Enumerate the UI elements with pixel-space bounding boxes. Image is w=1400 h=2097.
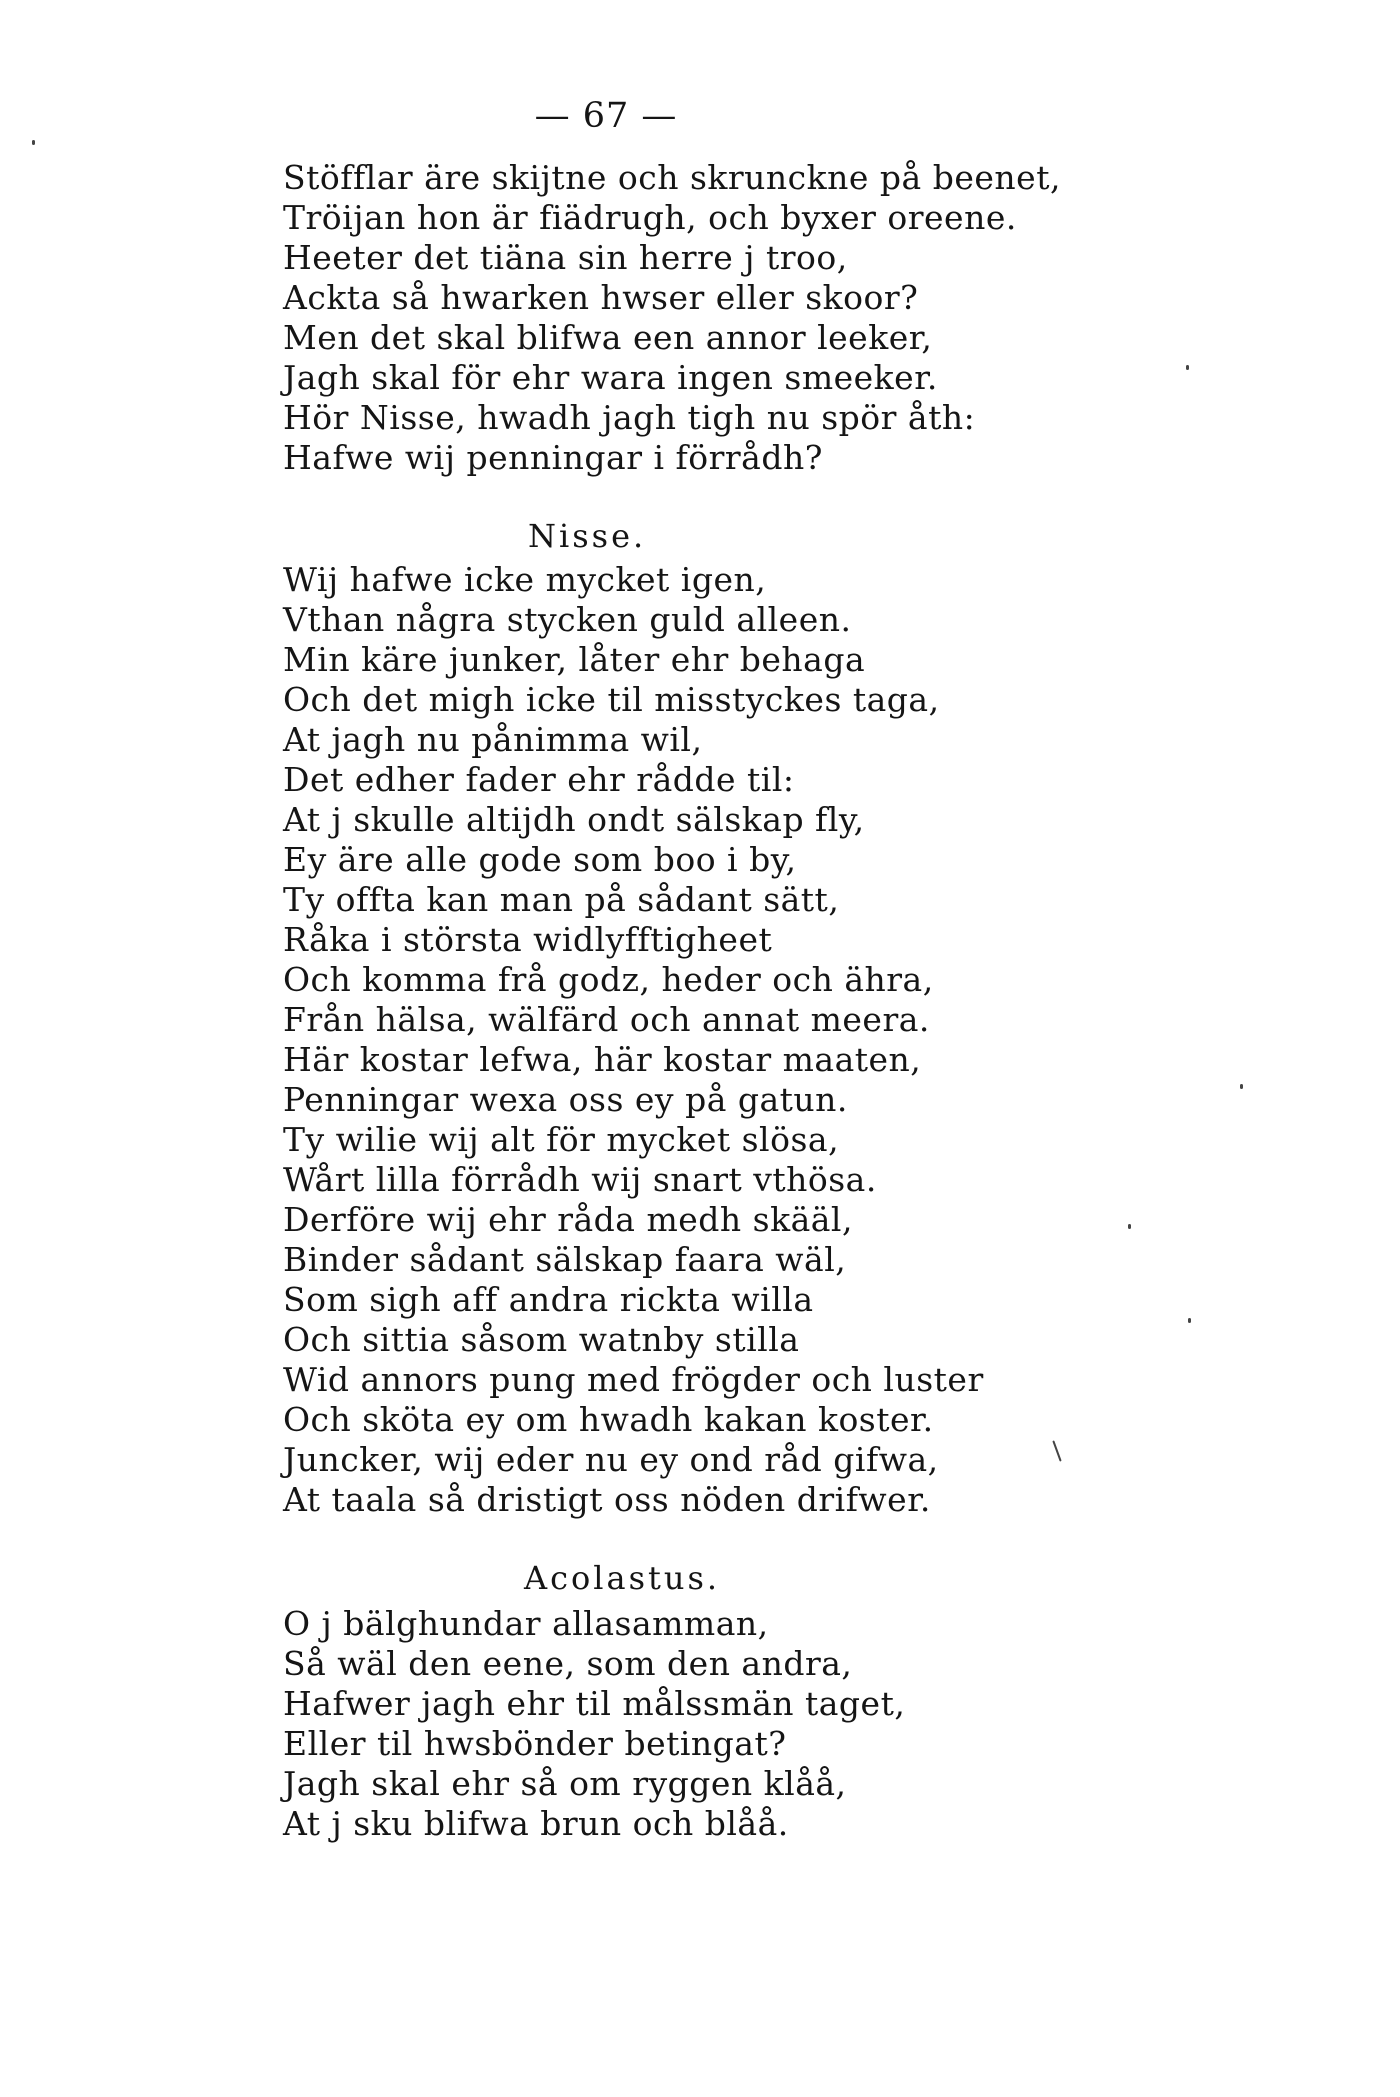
print-speck — [1128, 1224, 1131, 1229]
verse-line: O j bälghundar allasamman, — [283, 1604, 769, 1643]
verse-line: Ty offta kan man på sådant sätt, — [283, 880, 840, 919]
verse-line: Men det skal blifwa een annor leeker, — [283, 318, 933, 357]
verse-line: Och komma frå godz, heder och ähra, — [283, 960, 934, 999]
verse-line: Och sköta ey om hwadh kakan koster. — [283, 1400, 934, 1439]
verse-line: Stöfflar äre skijtne och skrunckne på beenet, — [283, 158, 1061, 197]
verse-line: Här kostar lefwa, här kostar maaten, — [283, 1040, 922, 1079]
verse-line: Heeter det tiäna sin herre j troo, — [283, 238, 848, 277]
verse-line: Jagh skal för ehr wara ingen smeeker. — [283, 358, 938, 397]
verse-line: Så wäl den eene, som den andra, — [283, 1644, 853, 1683]
speaker-heading-nisse: Nisse. — [528, 517, 647, 555]
verse-line: Jagh skal ehr så om ryggen klåå, — [283, 1764, 847, 1803]
print-speck — [32, 140, 35, 145]
verse-line: Hör Nisse, hwadh jagh tigh nu spör åth: — [283, 398, 976, 437]
verse-line: Binder sådant sälskap faara wäl, — [283, 1240, 847, 1279]
verse-line: Hafwe wij penningar i förrådh? — [283, 438, 823, 477]
verse-line: Tröijan hon är fiädrugh, och byxer oreene. — [283, 198, 1017, 237]
speaker-heading-acolastus: Acolastus. — [524, 1559, 721, 1597]
verse-line: At j skulle altijdh ondt sälskap fly, — [283, 800, 865, 839]
verse-line: Min käre junker, låter ehr behaga — [283, 640, 866, 679]
verse-line: Det edher fader ehr rådde til: — [283, 760, 795, 799]
verse-line: At j sku blifwa brun och blåå. — [283, 1804, 789, 1843]
verse-line: Ty wilie wij alt för mycket slösa, — [283, 1120, 840, 1159]
nisse-stanza — [283, 560, 1263, 1520]
verse-line: Som sigh aff andra rickta willa — [283, 1280, 814, 1319]
verse-line: At taala så dristigt oss nöden drifwer. — [283, 1480, 931, 1519]
verse-line: Wij hafwe icke mycket igen, — [283, 560, 767, 599]
verse-line: Vthan några stycken guld alleen. — [283, 600, 852, 639]
verse-line: Ey äre alle gode som boo i by, — [283, 840, 797, 879]
verse-line: Juncker, wij eder nu ey ond råd gifwa, — [283, 1440, 939, 1479]
print-speck — [1240, 1084, 1243, 1089]
verse-line: Och sittia såsom watnby stilla — [283, 1320, 800, 1359]
verse-line: Hafwer jagh ehr til målssmän taget, — [283, 1684, 906, 1723]
verse-line: Derföre wij ehr råda medh skääl, — [283, 1200, 853, 1239]
opening-stanza — [283, 158, 1263, 478]
verse-line: At jagh nu pånimma wil, — [283, 720, 703, 759]
verse-text — [283, 158, 1263, 1844]
verse-line: Wid annors pung med frögder och luster — [283, 1360, 984, 1399]
verse-line: Penningar wexa oss ey på gatun. — [283, 1080, 848, 1119]
verse-line: Eller til hwsbönder betingat? — [283, 1724, 787, 1763]
acolastus-stanza — [283, 1604, 1263, 1844]
page-number: — 67 — — [534, 96, 678, 136]
print-speck — [1186, 365, 1189, 370]
verse-line: Ackta så hwarken hwser eller skoor? — [283, 278, 919, 317]
print-speck — [1188, 1318, 1191, 1323]
verse-line: Råka i största widlyfftigheet — [283, 920, 773, 959]
verse-line: Wårt lilla förrådh wij snart vthösa. — [283, 1160, 877, 1199]
verse-line: Från hälsa, wälfärd och annat meera. — [283, 1000, 930, 1039]
verse-line: Och det migh icke til misstyckes taga, — [283, 680, 940, 719]
